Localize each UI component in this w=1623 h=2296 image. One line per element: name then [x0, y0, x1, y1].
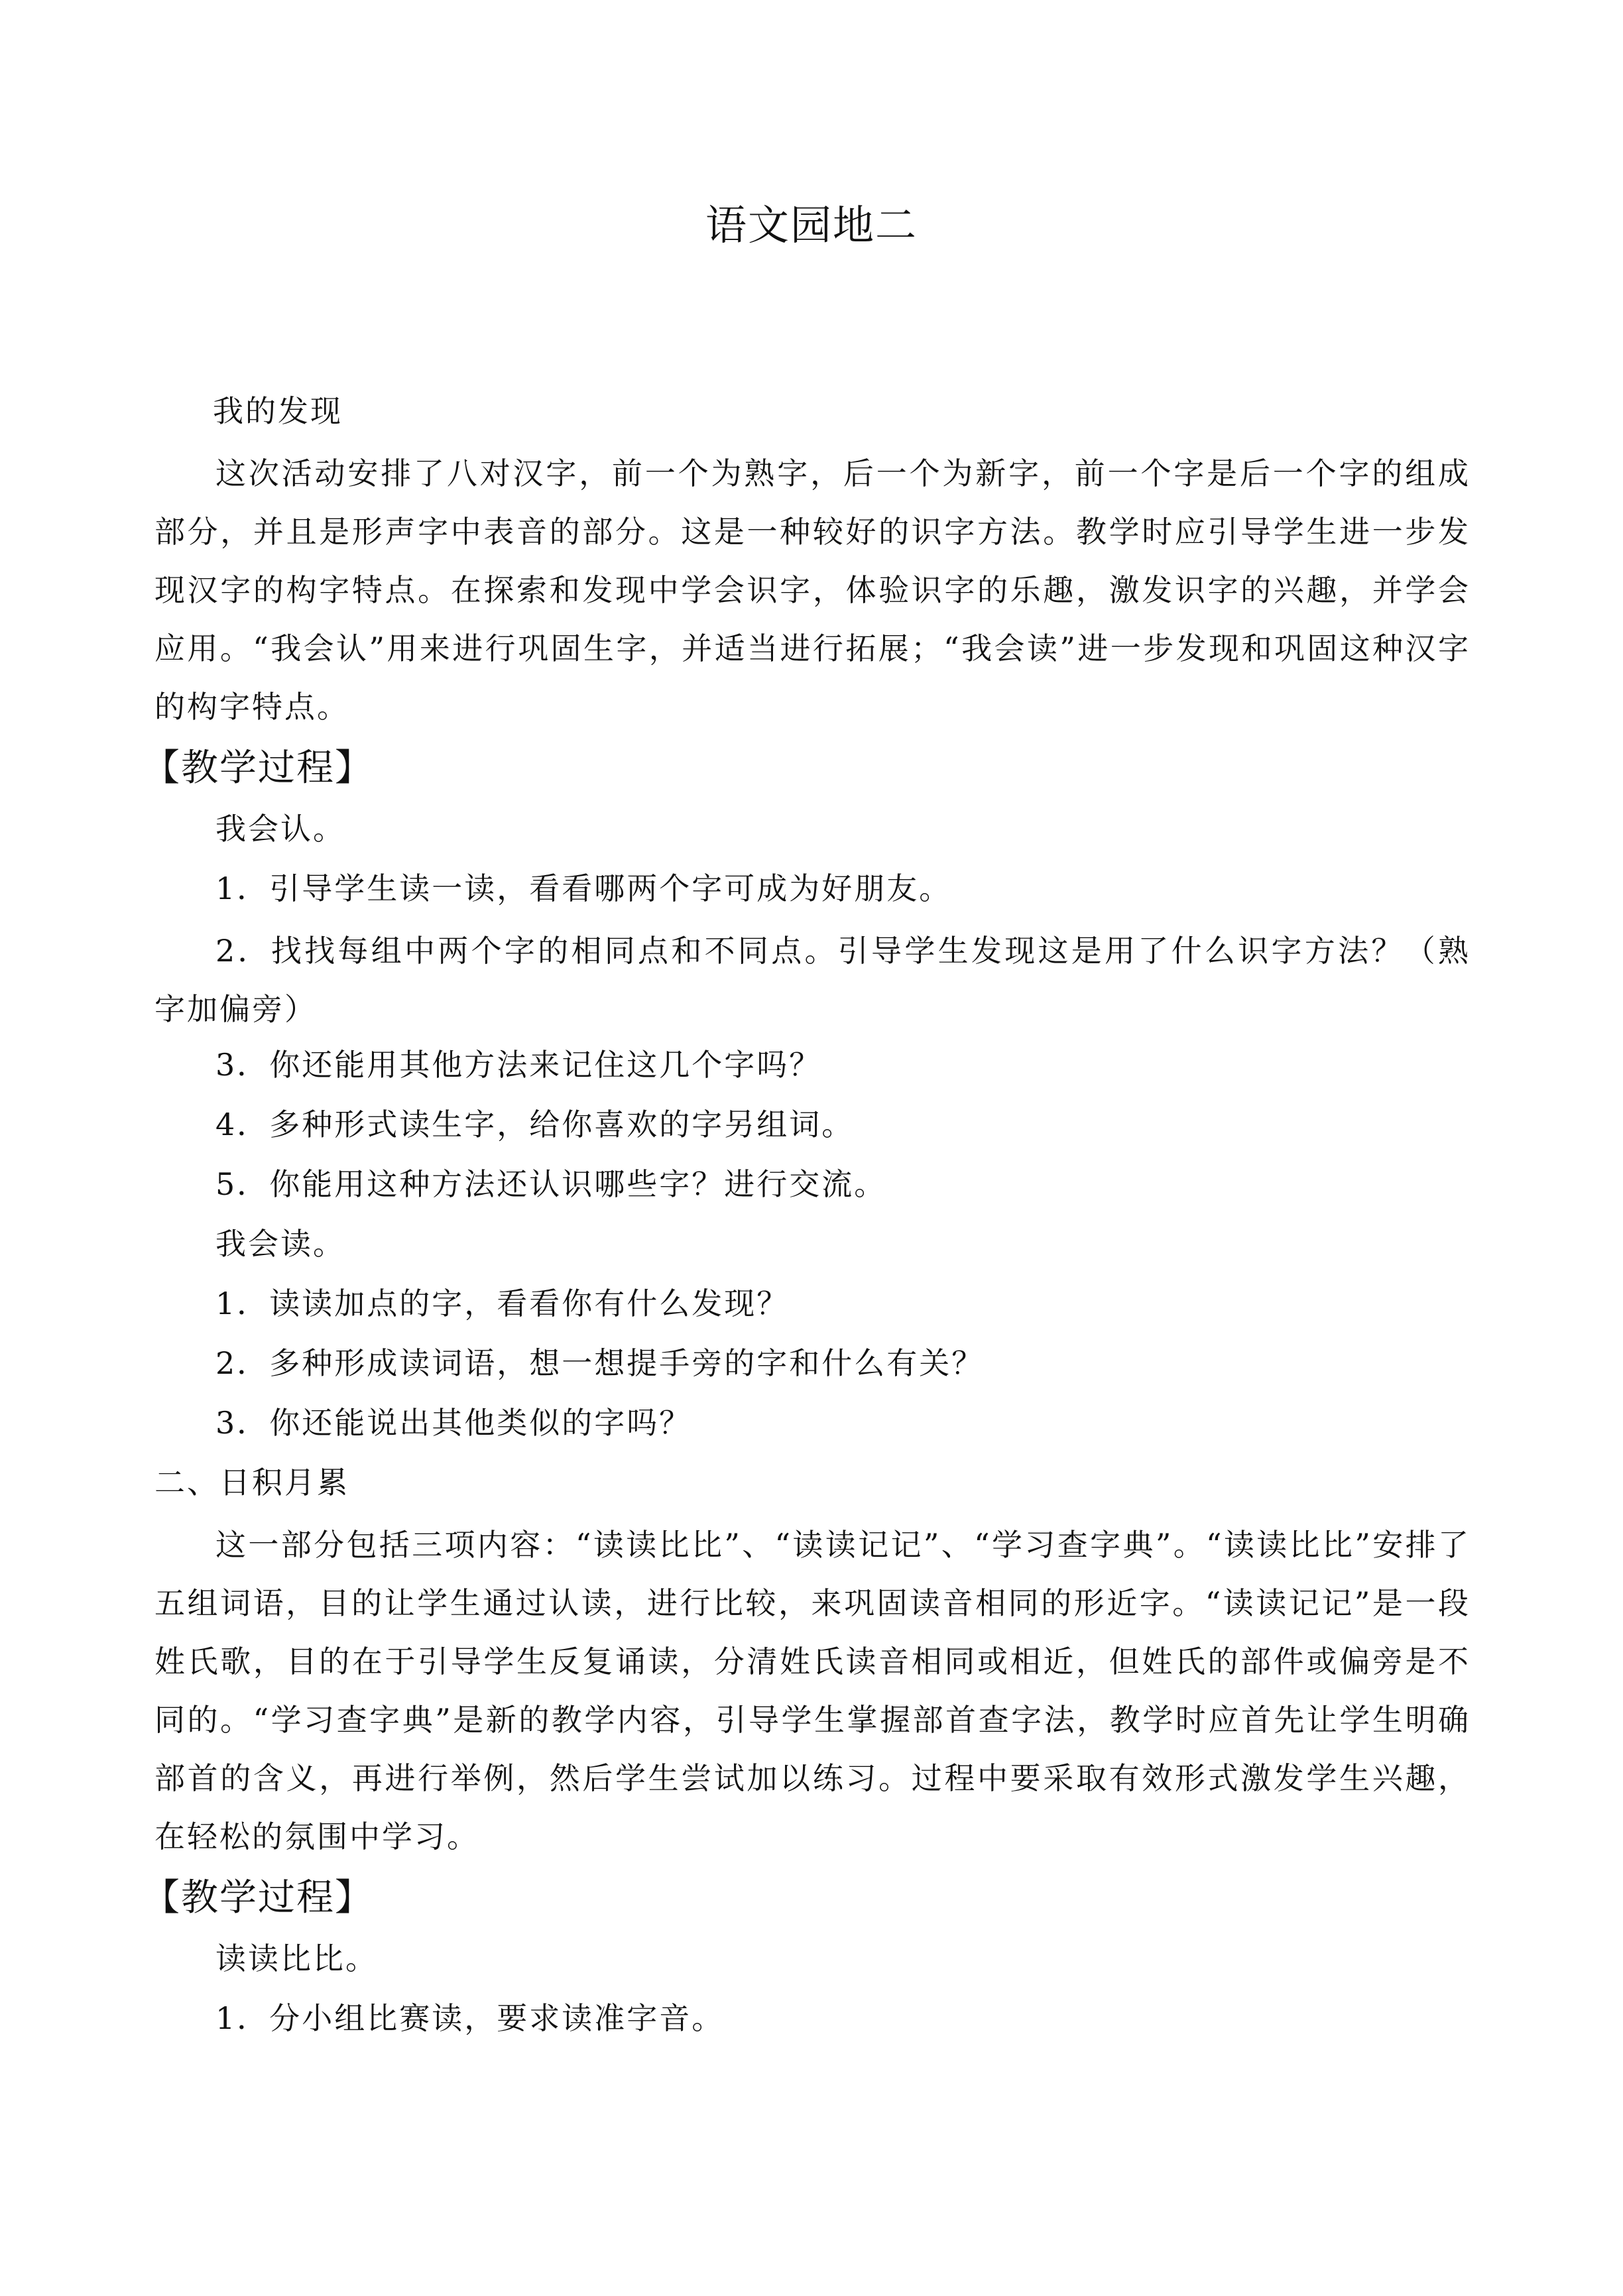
paragraph-my-discovery: 这次活动安排了八对汉字，前一个为熟字，后一个为新字，前一个字是后一个字的组成部分，并且是形声字中表音的部分。这是一种较好的识字方法。教学时应引导学生进一步发现汉字的构字特点。在探索和发现中学会识字，体验识字的乐趣，激发识字的兴趣，并学会应用。“我会认”用来进行巩固生字，并适当进行拓展；“我会读”进一步发现和巩固这种汉字的构字特点。 — [154, 455, 1471, 725]
document-body — [143, 385, 1471, 2051]
list-item: 1．读读加点的字，看看你有什么发现？ — [215, 1286, 790, 1321]
subsection-label-read-and-compare: 读读比比。 — [215, 1941, 378, 1976]
heading-teaching-process: 【教学过程】 — [143, 747, 373, 790]
list-item: 4．多种形式读生字，给你喜欢的字另组词。 — [215, 1107, 855, 1142]
list-item: 1．分小组比赛读，要求读准字音。 — [215, 2000, 725, 2036]
list-item: 3．你还能说出其他类似的字吗？ — [215, 1405, 692, 1441]
paragraph-daily-accumulation: 这一部分包括三项内容：“读读比比”、“读读记记”、“学习查字典”。“读读比比”安排了五组词语，目的让学生通过认读，进行比较，来巩固读音相同的形近字。“读读记记”是一段姓氏歌，目的在于引导学生反复诵读，分清姓氏读音相同或相近，但姓氏的部件或偏旁是不同的。“学习查字典”是新的教学内容，引导学生掌握部首查字法，教学时应首先让学生明确部首的含义，再进行举例，然后学生尝试加以练习。过程中要采取有效形式激发学生兴趣，在轻松的氛围中学习。 — [154, 1527, 1471, 1854]
section-heading-daily-accumulation: 二、日积月累 — [154, 1465, 349, 1500]
list-item: 2．找找每组中两个字的相同点和不同点。引导学生发现这是用了什么识字方法？（熟字加偏旁） — [154, 933, 1471, 1027]
list-item: 5．你能用这种方法还认识哪些字？进行交流。 — [215, 1166, 887, 1202]
list-item: 3．你还能用其他方法来记住这几个字吗？ — [215, 1047, 822, 1083]
subsection-label-i-can-recognize: 我会认。 — [215, 811, 345, 847]
document-title: 语文园地二 — [705, 201, 918, 249]
section-label-my-discovery: 我的发现 — [213, 393, 343, 429]
heading-teaching-process: 【教学过程】 — [143, 1876, 373, 1919]
subsection-label-i-can-read: 我会读。 — [215, 1226, 345, 1262]
list-item: 2．多种形成读词语，想一想提手旁的字和什么有关？ — [215, 1345, 985, 1381]
list-item: 1．引导学生读一读，看看哪两个字可成为好朋友。 — [215, 871, 952, 906]
